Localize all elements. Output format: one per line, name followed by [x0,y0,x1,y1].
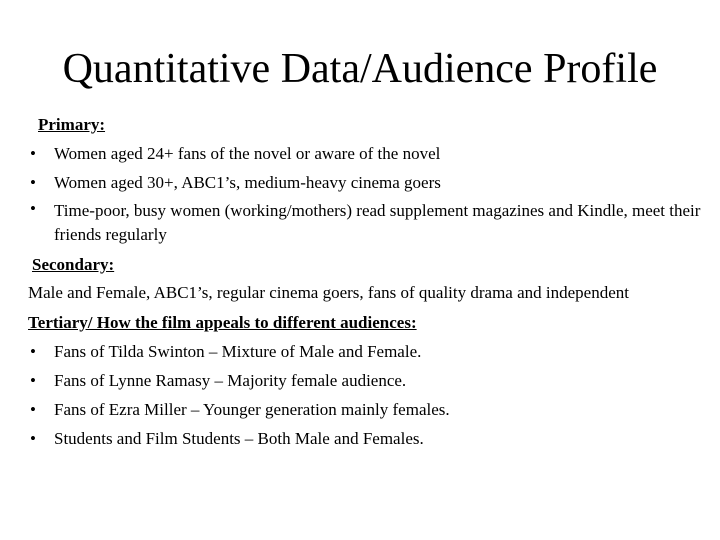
bullet-icon: • [30,144,36,163]
bullet-icon: • [30,173,36,192]
bullet-icon: • [30,371,36,390]
slide-title: Quantitative Data/Audience Profile [62,46,658,92]
list-item [28,424,708,453]
list-item [28,168,708,197]
list-item-text: Women aged 24+ fans of the novel or aware of the novel [54,144,441,163]
list-item-text: Time-poor, busy women (working/mothers) read supplement magazines and Kindle, meet their friends regularly [54,201,701,244]
primary-list [28,139,708,250]
secondary-text: Male and Female, ABC1’s, regular cinema goers, fans of quality drama and independent [28,283,629,302]
list-item [28,197,708,250]
tertiary-heading: Tertiary/ How the film appeals to different audiences: [28,313,417,332]
list-item-text: Women aged 30+, ABC1’s, medium-heavy cinema goers [54,173,441,192]
list-item [28,395,708,424]
list-item-text: Students and Film Students – Both Male and Females. [54,429,424,448]
list-item [28,139,708,168]
bullet-icon: • [30,400,36,419]
list-item-text: Fans of Lynne Ramasy – Majority female audience. [54,371,407,390]
secondary-heading: Secondary: [32,255,115,274]
list-item-text: Fans of Tilda Swinton – Mixture of Male and Female. [54,342,422,361]
list-item [28,366,708,395]
bullet-icon: • [30,199,36,218]
slide-body [28,110,708,453]
bullet-icon: • [30,429,36,448]
list-item-text: Fans of Ezra Miller – Younger generation mainly females. [54,400,450,419]
tertiary-list [28,337,708,453]
bullet-icon: • [30,342,36,361]
list-item [28,337,708,366]
primary-heading: Primary: [38,115,106,134]
